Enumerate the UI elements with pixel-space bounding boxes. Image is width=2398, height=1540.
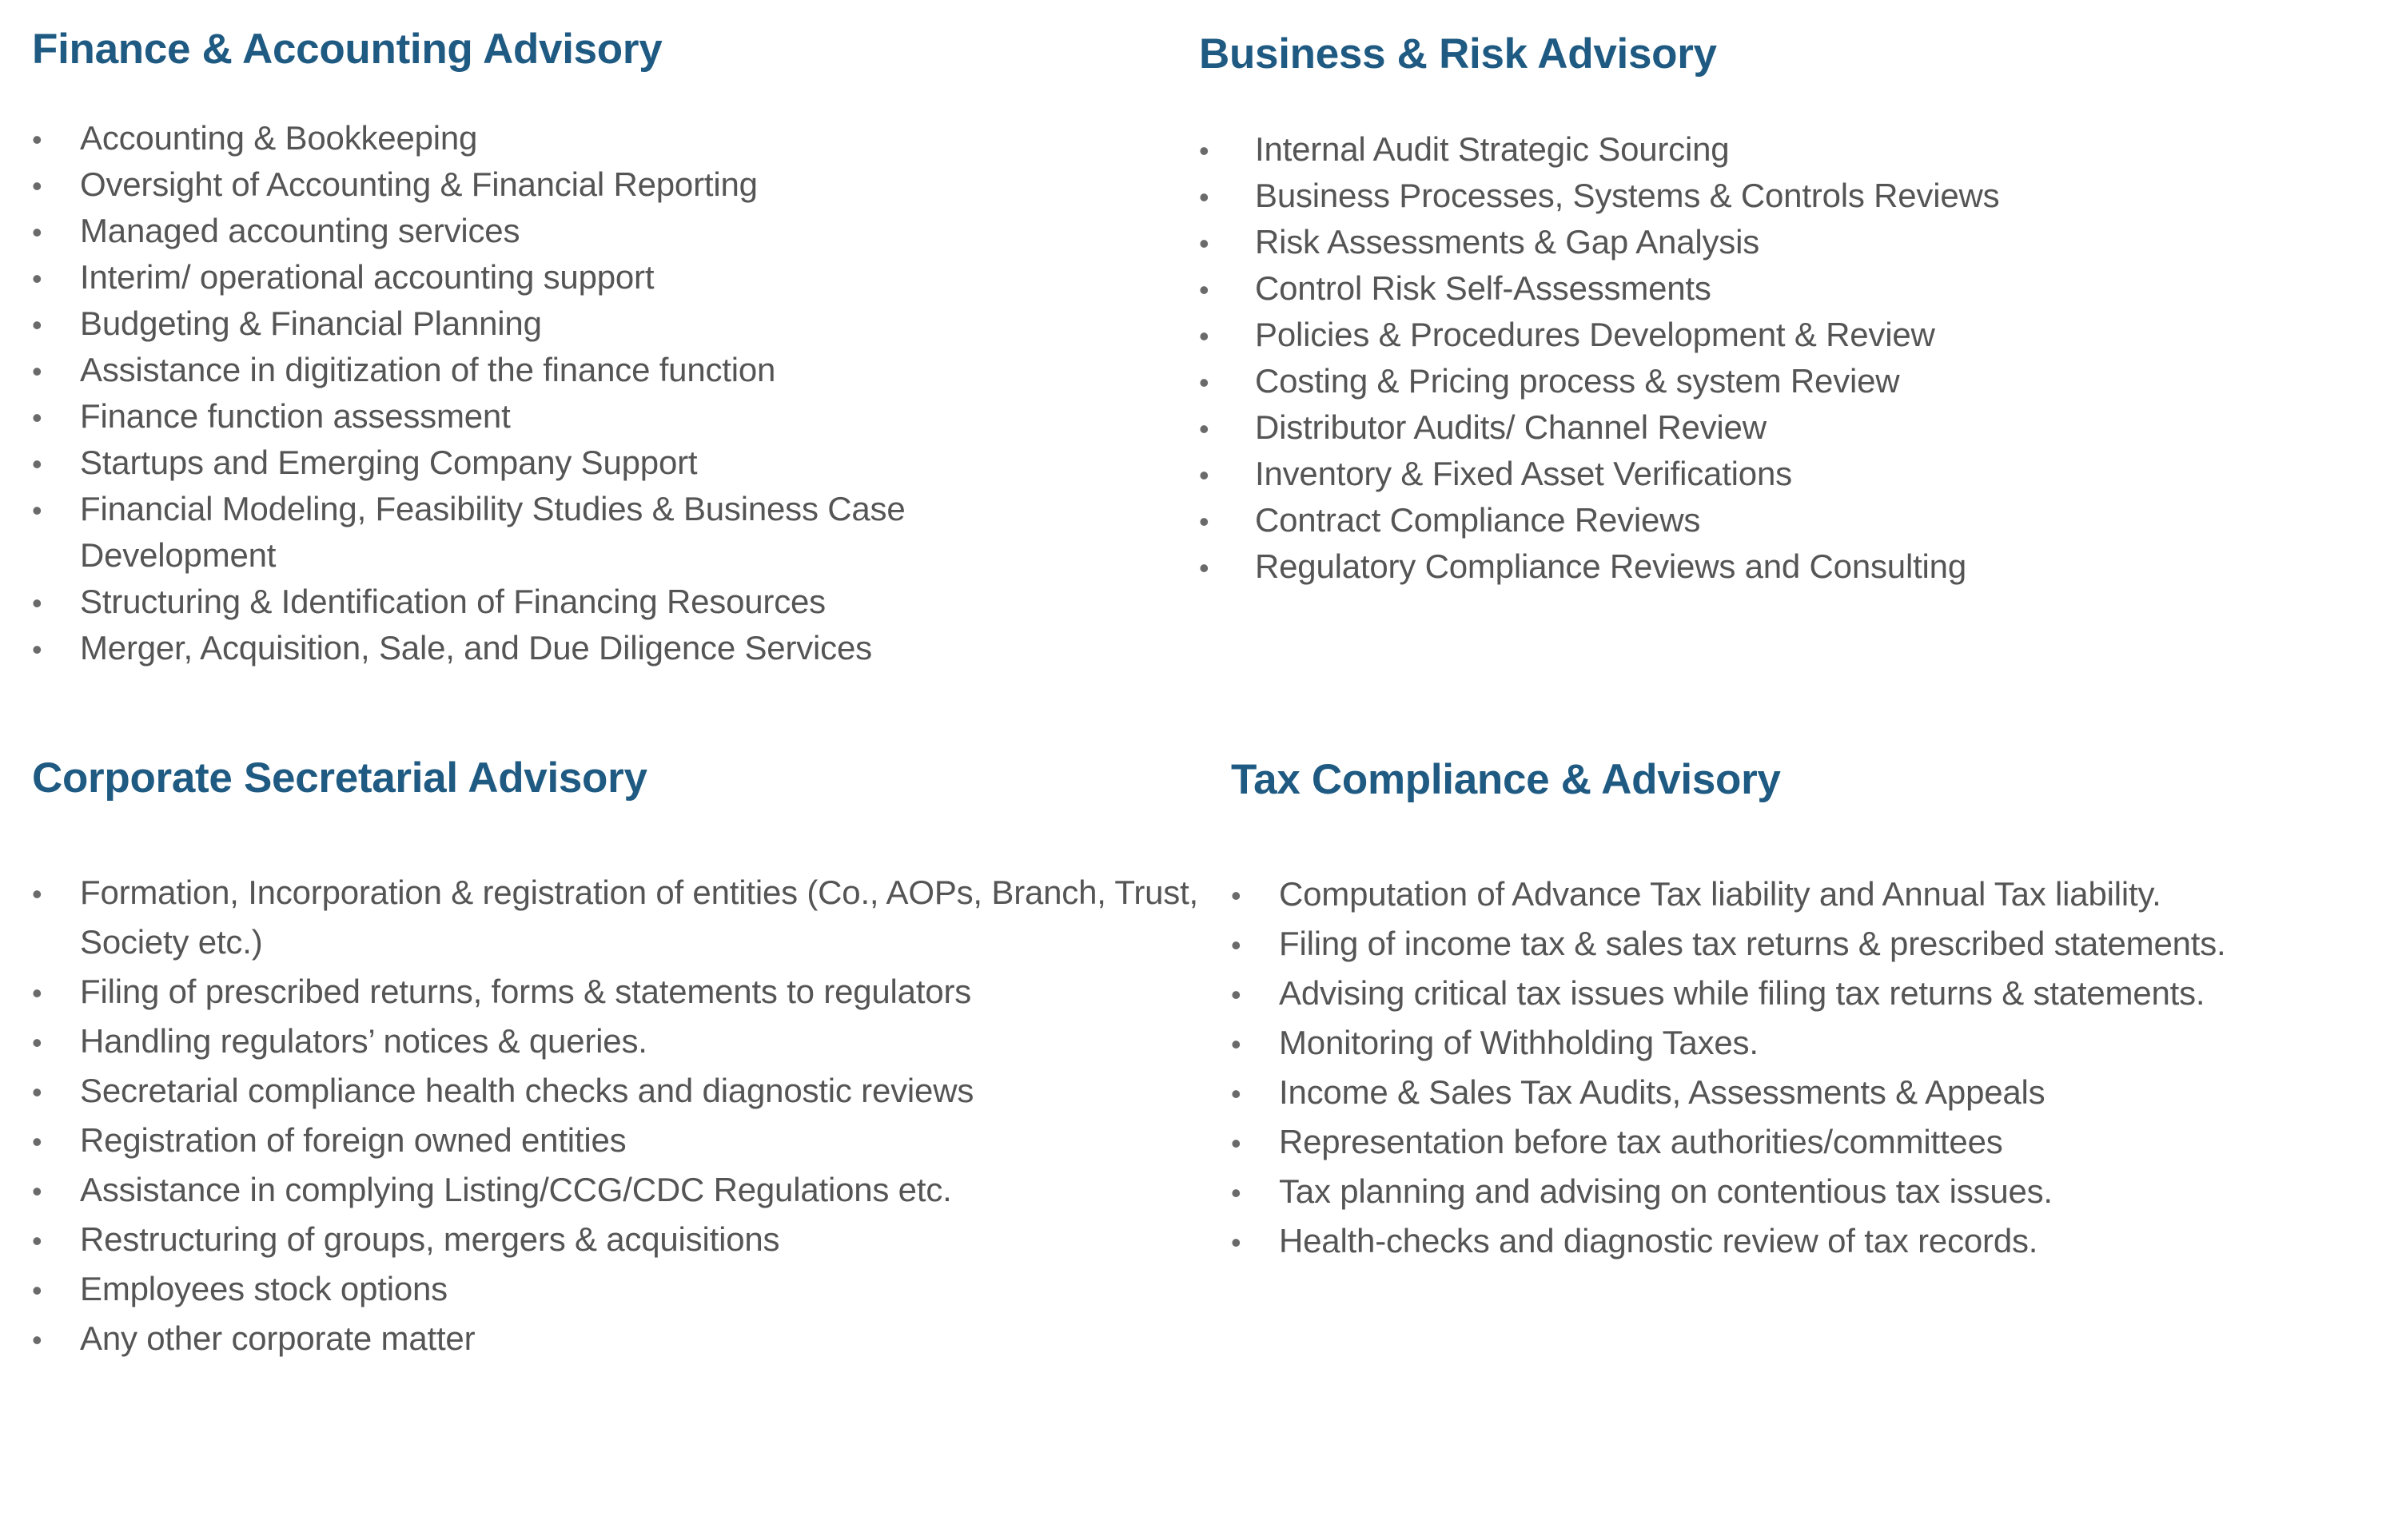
corporate-secretarial-section (32, 753, 1199, 1363)
bullet-icon (32, 115, 80, 163)
list-item-label: Assistance in complying Listing/CCG/CDC Regulations etc. (80, 1171, 952, 1208)
list-item-label: Representation before tax authorities/committees (1279, 1123, 2003, 1160)
bullet-icon (32, 1314, 80, 1365)
list-item (1199, 358, 2366, 404)
bullet-icon (32, 208, 80, 256)
list-item-label: Budgeting & Financial Planning (80, 304, 542, 342)
bullet-icon (1199, 173, 1255, 221)
list-item-label: Assistance in digitization of the finance function (80, 351, 776, 388)
bullet-icon (1231, 969, 1279, 1020)
bullet-icon (32, 486, 80, 534)
list-item-label: Financial Modeling, Feasibility Studies & Business Case Development (80, 490, 906, 574)
list-item-label: Computation of Advance Tax liability and Annual Tax liability. (1279, 875, 2161, 913)
list-item-label: Income & Sales Tax Audits, Assessments & Appeals (1279, 1073, 2045, 1111)
list-item (32, 1017, 1199, 1066)
list-item-label: Filing of income tax & sales tax returns & prescribed statements. (1279, 925, 2226, 962)
bullet-icon (1199, 265, 1255, 313)
list-item-label: Contract Compliance Reviews (1255, 501, 1701, 539)
bullet-icon (1231, 1068, 1279, 1119)
bullet-icon (32, 1165, 80, 1216)
bullet-icon (1199, 219, 1255, 267)
service-list (1231, 869, 2382, 1266)
bullet-icon (32, 1066, 80, 1117)
list-item-label: Employees stock options (80, 1270, 448, 1307)
list-item (1199, 451, 2366, 497)
list-item-label: Business Processes, Systems & Controls Reviews (1255, 177, 2000, 214)
bullet-icon (32, 868, 80, 919)
bullet-icon (32, 1116, 80, 1167)
list-item-label: Health-checks and diagnostic review of tax records. (1279, 1222, 2038, 1259)
bullet-icon (32, 579, 80, 627)
bullet-icon (1199, 358, 1255, 406)
list-item (1199, 312, 2366, 358)
list-item-label: Formation, Incorporation & registration of entities (Co., AOPs, Branch, Trust, Society etc.) (80, 873, 1199, 961)
bullet-icon (1199, 312, 1255, 360)
bullet-icon (1199, 543, 1255, 591)
section-title: Corporate Secretarial Advisory (32, 754, 647, 802)
list-item (1231, 1167, 2382, 1216)
list-item (32, 868, 1199, 967)
list-item (32, 393, 1167, 440)
list-item-label: Structuring & Identification of Financing Resources (80, 583, 826, 620)
list-item (1231, 919, 2382, 969)
list-item (32, 300, 1167, 347)
list-item (1231, 869, 2382, 919)
list-item (32, 208, 1167, 254)
bullet-icon (1231, 919, 1279, 970)
bullet-icon (32, 967, 80, 1018)
bullet-icon (1231, 1018, 1279, 1069)
list-item (1199, 543, 2366, 590)
list-item (32, 115, 1167, 161)
bullet-icon (32, 300, 80, 348)
section-title: Tax Compliance & Advisory (1231, 756, 1781, 803)
bullet-icon (1231, 869, 1279, 921)
bullet-icon (1199, 451, 1255, 499)
list-item (1199, 497, 2366, 543)
list-item (1199, 173, 2366, 219)
list-item-label: Inventory & Fixed Asset Verifications (1255, 455, 1792, 492)
list-item (1231, 1117, 2382, 1167)
list-item (1231, 969, 2382, 1018)
service-list (32, 868, 1199, 1363)
business-risk-section (1199, 29, 2366, 590)
list-item (32, 1165, 1199, 1215)
bullet-icon (32, 1264, 80, 1315)
list-item-label: Regulatory Compliance Reviews and Consulting (1255, 547, 1966, 585)
list-item (1199, 126, 2366, 173)
list-item (32, 625, 1167, 671)
bullet-icon (1231, 1216, 1279, 1267)
list-item (32, 1264, 1199, 1314)
list-item (1199, 404, 2366, 451)
list-item (32, 1066, 1199, 1116)
bullet-icon (32, 393, 80, 441)
list-item-label: Secretarial compliance health checks and diagnostic reviews (80, 1072, 974, 1109)
list-item-label: Handling regulators’ notices & queries. (80, 1022, 647, 1060)
list-item-label: Any other corporate matter (80, 1319, 476, 1357)
list-item-label: Oversight of Accounting & Financial Reporting (80, 165, 758, 203)
list-item (32, 1116, 1199, 1165)
bullet-icon (1199, 404, 1255, 452)
list-item-label: Tax planning and advising on contentious tax issues. (1279, 1172, 2053, 1210)
list-item-label: Registration of foreign owned entities (80, 1121, 627, 1159)
list-item-label: Interim/ operational accounting support (80, 258, 655, 296)
list-item (1231, 1018, 2382, 1068)
tax-compliance-section (1231, 754, 2382, 1266)
list-item-label: Managed accounting services (80, 212, 520, 249)
list-item (1199, 219, 2366, 265)
list-item (1231, 1068, 2382, 1117)
bullet-icon (32, 1017, 80, 1068)
section-title: Finance & Accounting Advisory (32, 26, 663, 73)
list-item-label: Advising critical tax issues while filing tax returns & statements. (1279, 974, 2205, 1012)
list-item (1231, 1216, 2382, 1266)
bullet-icon (32, 625, 80, 673)
list-item-label: Internal Audit Strategic Sourcing (1255, 130, 1730, 168)
list-item-label: Policies & Procedures Development & Review (1255, 316, 1935, 353)
list-item (32, 967, 1199, 1017)
list-item (32, 440, 1167, 486)
list-item (32, 486, 1015, 579)
bullet-icon (1231, 1167, 1279, 1218)
section-title: Business & Risk Advisory (1199, 30, 1717, 78)
service-list (32, 115, 1167, 671)
list-item-label: Accounting & Bookkeeping (80, 119, 478, 157)
list-item-label: Restructuring of groups, mergers & acquisitions (80, 1220, 780, 1258)
bullet-icon (1199, 126, 1255, 174)
bullet-icon (1231, 1117, 1279, 1168)
service-list (1199, 126, 2366, 590)
bullet-icon (32, 161, 80, 209)
list-item-label: Merger, Acquisition, Sale, and Due Diligence Services (80, 629, 872, 667)
list-item (32, 254, 1167, 300)
list-item-label: Monitoring of Withholding Taxes. (1279, 1024, 1759, 1061)
list-item-label: Startups and Emerging Company Support (80, 444, 698, 481)
bullet-icon (32, 254, 80, 302)
list-item-label: Risk Assessments & Gap Analysis (1255, 223, 1760, 261)
bullet-icon (1199, 497, 1255, 545)
bullet-icon (32, 347, 80, 395)
bullet-icon (32, 1215, 80, 1266)
list-item (32, 579, 1167, 625)
list-item-label: Costing & Pricing process & system Review (1255, 362, 1900, 400)
list-item (32, 1215, 1199, 1264)
list-item-label: Filing of prescribed returns, forms & statements to regulators (80, 973, 972, 1010)
list-item (32, 347, 1167, 393)
list-item-label: Control Risk Self-Assessments (1255, 269, 1711, 307)
list-item (32, 1314, 1199, 1363)
list-item (1199, 265, 2366, 312)
list-item (32, 161, 1167, 208)
finance-accounting-section (32, 24, 1167, 671)
bullet-icon (32, 440, 80, 487)
list-item-label: Finance function assessment (80, 397, 511, 435)
list-item-label: Distributor Audits/ Channel Review (1255, 408, 1767, 446)
